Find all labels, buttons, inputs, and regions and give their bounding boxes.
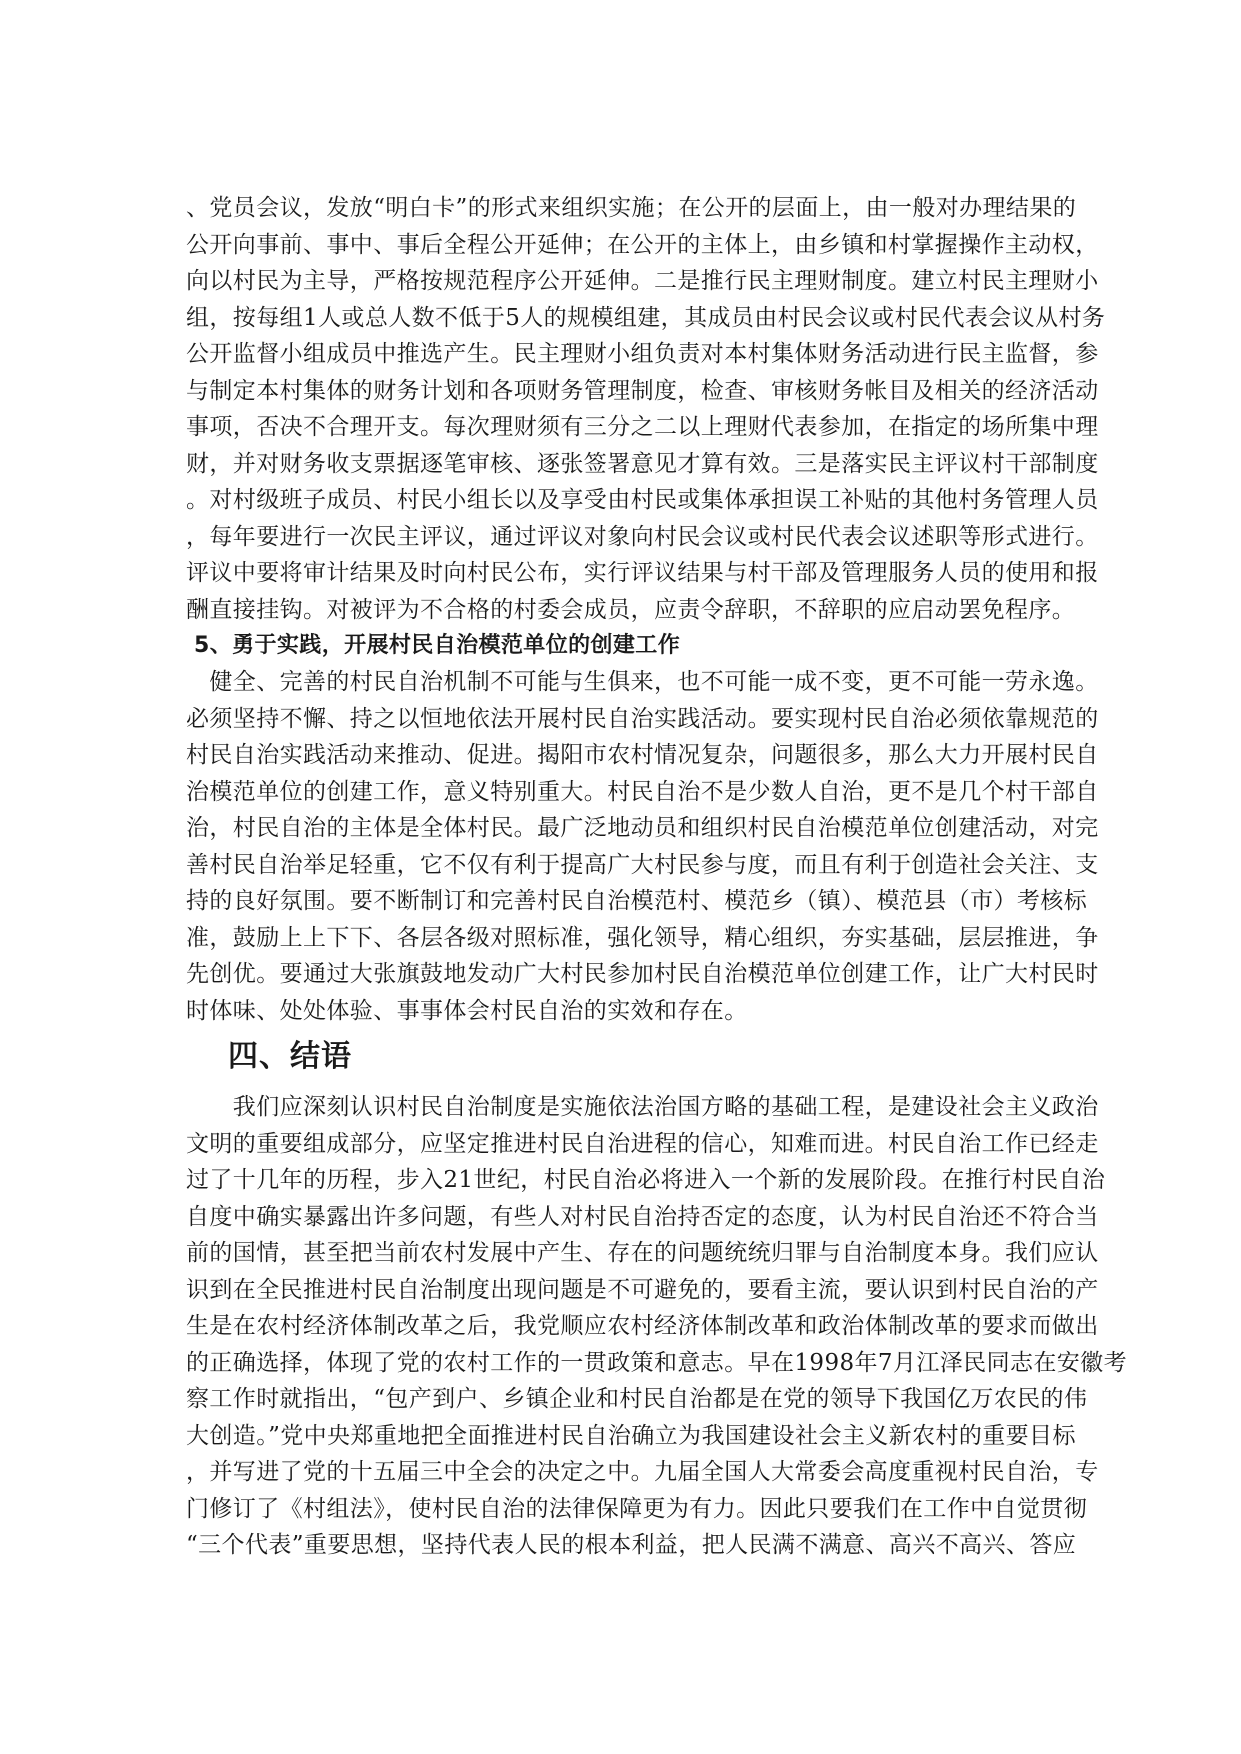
text-line: 与制定本村集体的财务计划和各项财务管理制度，检查、审核财务帐目及相关的经济活动 — [186, 377, 1099, 404]
text-line: 公开向事前、事中、事后全程公开延伸；在公开的主体上，由乡镇和村掌握操作主动权， — [186, 231, 1099, 258]
paragraph-conclusion — [186, 1089, 1127, 1564]
text-line: 的正确选择，体现了党的农村工作的一贯政策和意志。早在1998年7月江泽民同志在安徽考 — [186, 1349, 1127, 1376]
text-line: 文明的重要组成部分，应坚定推进村民自治进程的信心，知难而进。村民自治工作已经走 — [186, 1130, 1099, 1157]
text-line: 村民自治实践活动来推动、促进。揭阳市农村情况复杂，问题很多，那么大力开展村民自 — [186, 742, 1099, 768]
text-line: 健全、完善的村民自治机制不可能与生俱来，也不可能一成不变，更不可能一劳永逸。 — [186, 669, 1099, 695]
subheading-5: 5、勇于实践，开展村民自治模范单位的创建工作 — [194, 633, 681, 658]
paragraph-democratic-management — [186, 190, 1106, 628]
paragraph-model-units — [186, 664, 1099, 1029]
text-line: 自度中确实暴露出许多问题，有些人对村民自治持否定的态度，认为村民自治还不符合当 — [186, 1203, 1099, 1230]
text-line: 先创优。要通过大张旗鼓地发动广大村民参加村民自治模范单位创建工作，让广大村民时 — [186, 961, 1099, 987]
text-line: 、党员会议，发放“明白卡”的形式来组织实施；在公开的层面上，由一般对办理结果的 — [186, 195, 1077, 221]
text-line: 公开监督小组成员中推选产生。民主理财小组负责对本村集体财务活动进行民主监督，参 — [186, 341, 1099, 367]
text-line: 察工作时就指出，“包产到户、乡镇企业和村民自治都是在党的领导下我国亿万农民的伟 — [186, 1386, 1088, 1412]
text-line: 识到在全民推进村民自治制度出现问题是不可避免的，要看主流，要认识到村民自治的产 — [186, 1276, 1099, 1303]
text-line: 大创造。”党中央郑重地把全面推进村民自治确立为我国建设社会主义新农村的重要目标 — [186, 1422, 1076, 1449]
text-line: 生是在农村经济体制改革之后，我党顺应农村经济体制改革和政治体制改革的要求而做出 — [186, 1313, 1099, 1339]
text-line: 前的国情，甚至把当前农村发展中产生、存在的问题统统归罪与自治制度本身。我们应认 — [186, 1240, 1099, 1266]
text-line: 时体味、处处体验、事事体会村民自治的实效和存在。 — [186, 997, 748, 1024]
text-line: 。对村级班子成员、村民小组长以及享受由村民或集体承担误工补贴的其他村务管理人员 — [186, 487, 1099, 513]
text-line: ，并写进了党的十五届三中全会的决定之中。九届全国人大常委会高度重视村民自治，专 — [186, 1459, 1099, 1485]
text-line: 治，村民自治的主体是全体村民。最广泛地动员和组织村民自治模范单位创建活动，对完 — [186, 815, 1099, 841]
text-line: 酬直接挂钩。对被评为不合格的村委会成员，应责令辞职，不辞职的应启动罢免程序。 — [186, 596, 1076, 623]
text-line: 事项，否决不合理开支。每次理财须有三分之二以上理财代表参加，在指定的场所集中理 — [186, 414, 1099, 440]
text-line: 组，按每组1人或总人数不低于5人的规模组建，其成员由村民会议或村民代表会议从村务 — [186, 304, 1106, 331]
document-body — [186, 190, 1127, 1564]
text-line: 过了十几年的历程，步入21世纪，村民自治必将进入一个新的发展阶段。在推行村民自治 — [186, 1167, 1106, 1193]
text-line: 持的良好氛围。要不断制订和完善村民自治模范村、模范乡（镇）、模范县（市）考核标 — [186, 888, 1088, 914]
text-line: 门修订了《村组法》，使村民自治的法律保障更为有力。因此只要我们在工作中自觉贯彻 — [186, 1495, 1088, 1522]
section-heading-conclusion: 四、结语 — [228, 1039, 352, 1074]
text-line: 我们应深刻认识村民自治制度是实施依法治国方略的基础工程，是建设社会主义政治 — [186, 1094, 1099, 1120]
text-line: 善村民自治举足轻重，它不仅有利于提高广大村民参与度，而且有利于创造社会关注、支 — [186, 851, 1099, 878]
text-line: 必须坚持不懈、持之以恒地依法开展村民自治实践活动。要实现村民自治必须依靠规范的 — [186, 705, 1099, 732]
text-line: 评议中要将审计结果及时向村民公布，实行评议结果与村干部及管理服务人员的使用和报 — [186, 560, 1099, 586]
text-line: 准，鼓励上上下下、各层各级对照标准，强化领导，精心组织，夯实基础，层层推进，争 — [186, 924, 1099, 951]
text-line: 治模范单位的创建工作，意义特别重大。村民自治不是少数人自治，更不是几个村干部自 — [186, 778, 1099, 805]
text-line: ，每年要进行一次民主评议，通过评议对象向村民会议或村民代表会议述职等形式进行。 — [186, 523, 1099, 550]
text-line: 财，并对财务收支票据逐笔审核、逐张签署意见才算有效。三是落实民主评议村干部制度 — [186, 450, 1099, 477]
text-line: 向以村民为主导，严格按规范程序公开延伸。二是推行民主理财制度。建立村民主理财小 — [186, 268, 1099, 294]
text-line: “三个代表”重要思想，坚持代表人民的根本利益，把人民满不满意、高兴不高兴、答应 — [186, 1532, 1077, 1558]
